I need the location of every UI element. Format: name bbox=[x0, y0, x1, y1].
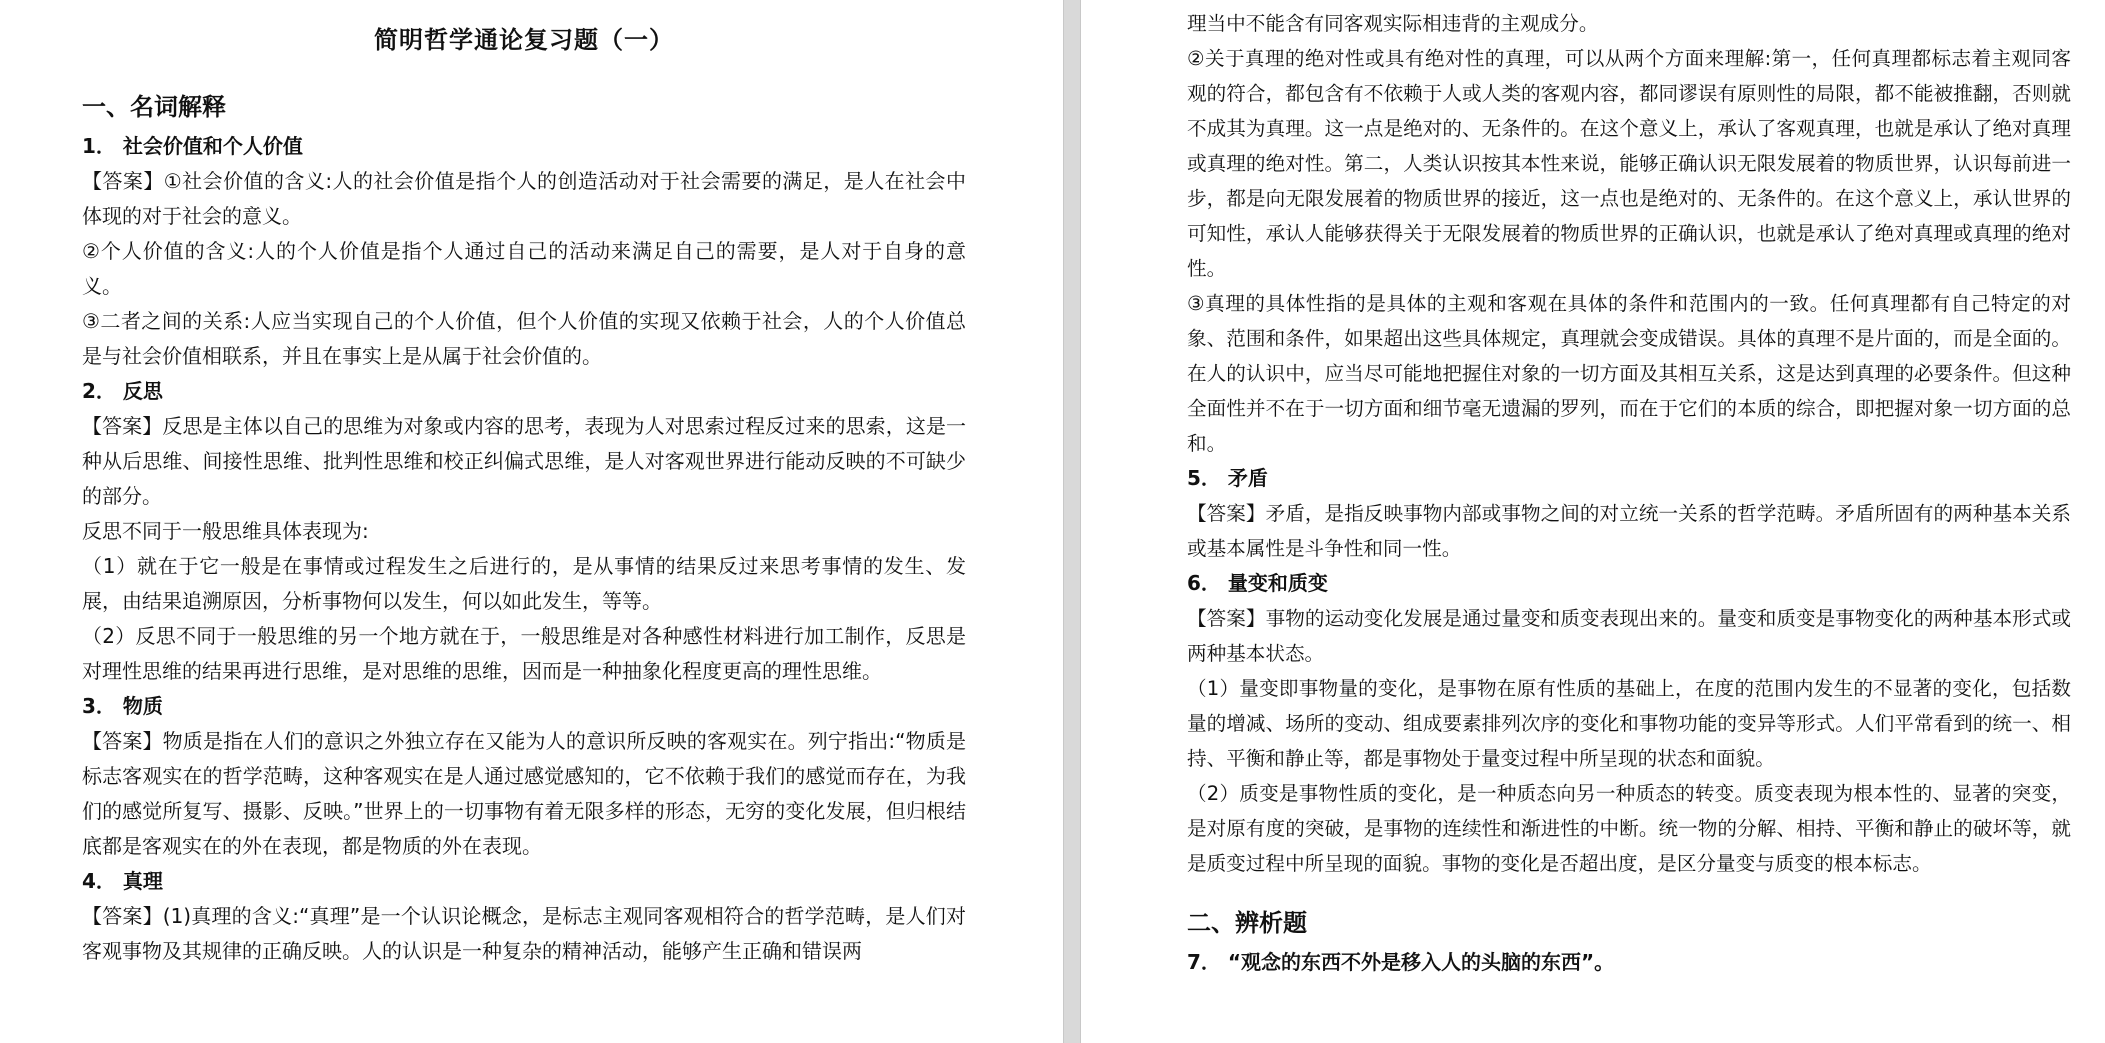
item-2 bbox=[82, 374, 966, 689]
right-page bbox=[1081, 0, 2105, 1043]
answer-paragraph: 【答案】(1)真理的含义:“真理”是一个认识论概念，是标志主观同客观相符合的哲学范畴，是人们对客观事物及其规律的正确反映。人的认识是一种复杂的精神活动，能够产生正确和错误两 bbox=[82, 904, 966, 963]
section-heading-analysis: 二、辨析题 bbox=[1187, 909, 1307, 937]
document-title: 简明哲学通论复习题（一） bbox=[374, 26, 674, 54]
answer-paragraph: 【答案】事物的运动变化发展是通过量变和质变表现出来的。量变和质变是事物变化的两种基本形式或两种基本状态。 bbox=[1187, 607, 2071, 665]
answer-paragraph: 反思不同于一般思维具体表现为: bbox=[82, 519, 369, 543]
answer-paragraph: ③二者之间的关系:人应当实现自己的个人价值，但个人价值的实现又依赖于社会，人的个人价值总是与社会价值相联系，并且在事实上是从属于社会价值的。 bbox=[82, 309, 966, 368]
answer-paragraph: 【答案】物质是指在人们的意识之外独立存在又能为人的意识所反映的客观实在。列宁指出:“物质是标志客观实在的哲学范畴，这种客观实在是人通过感觉感知的，它不依赖于我们的感觉而存在，为我们的感觉所复写、摄影、反映。”世界上的一切事物有着无限多样的形态，无穷的变化发展，但归根结底都是客观实在的外在表现，都是物质的外在表现。 bbox=[82, 729, 966, 858]
item-title: 5． 矛盾 bbox=[1187, 466, 1268, 490]
item-title: 1． 社会价值和个人价值 bbox=[82, 134, 303, 158]
answer-paragraph: （2）质变是事物性质的变化，是一种质态向另一种质态的转变。质变表现为根本性的、显著的突变，是对原有度的突破，是事物的连续性和渐进性的中断。统一物的分解、相持、平衡和静止的破坏等，就是质变过程中所呈现的面貌。事物的变化是否超出度，是区分量变与质变的根本标志。 bbox=[1187, 782, 2071, 875]
answer-paragraph: 【答案】反思是主体以自己的思维为对象或内容的思考，表现为人对思索过程反过来的思索，这是一种从后思维、间接性思维、批判性思维和校正纠偏式思维，是人对客观世界进行能动反映的不可缺少的部分。 bbox=[82, 414, 966, 508]
item-title: 4． 真理 bbox=[82, 869, 163, 893]
answer-paragraph: ②关于真理的绝对性或具有绝对性的真理，可以从两个方面来理解:第一，任何真理都标志着主观同客观的符合，都包含有不依赖于人或人类的客观内容，都同谬误有原则性的局限，都不能被推翻，否则就不成其为真理。这一点是绝对的、无条件的。在这个意义上，承认了客观真理，也就是承认了绝对真理或真理的绝对性。第二，人类认识按其本性来说，能够正确认识无限发展着的物质世界，认识每前进一步，都是向无限发展着的物质世界的接近，这一点也是绝对的、无条件的。在这个意义上，承认世界的可知性，承认人能够获得关于无限发展着的物质世界的正确认识，也就是承认了绝对真理或真理的绝对性。 bbox=[1187, 47, 2071, 280]
page-gutter bbox=[1063, 0, 1081, 1043]
item-title: 7． “观念的东西不外是移入人的头脑的东西”。 bbox=[1187, 950, 1615, 974]
answer-paragraph: 【答案】矛盾，是指反映事物内部或事物之间的对立统一关系的哲学范畴。矛盾所固有的两种基本关系或基本属性是斗争性和同一性。 bbox=[1187, 502, 2071, 560]
truth-continued bbox=[1187, 6, 2071, 461]
section-heading-terms: 一、名词解释 bbox=[82, 93, 226, 121]
answer-paragraph: （2）反思不同于一般思维的另一个地方就在于，一般思维是对各种感性材料进行加工制作，反思是对理性思维的结果再进行思维，是对思维的思维，因而是一种抽象化程度更高的理性思维。 bbox=[82, 624, 966, 683]
answer-paragraph: （1）量变即事物量的变化，是事物在原有性质的基础上，在度的范围内发生的不显著的变化，包括数量的增减、场所的变动、组成要素排列次序的变化和事物功能的变异等形式。人们平常看到的统一、相持、平衡和静止等，都是事物处于量变过程中所呈现的状态和面貌。 bbox=[1187, 677, 2071, 770]
answer-paragraph: ③真理的具体性指的是具体的主观和客观在具体的条件和范围内的一致。任何真理都有自己特定的对象、范围和条件，如果超出这些具体规定，真理就会变成错误。具体的真理不是片面的，而是全面的。在人的认识中，应当尽可能地把握住对象的一切方面及其相互关系，这是达到真理的必要条件。但这种全面性并不在于一切方面和细节毫无遗漏的罗列，而在于它们的本质的综合，即把握对象一切方面的总和。 bbox=[1187, 292, 2071, 455]
answer-paragraph: ②个人价值的含义:人的个人价值是指个人通过自己的活动来满足自己的需要，是人对于自身的意义。 bbox=[82, 239, 966, 298]
item-title: 3． 物质 bbox=[82, 694, 163, 718]
item-5 bbox=[1187, 461, 2071, 566]
item-4 bbox=[82, 864, 966, 969]
item-title: 2． 反思 bbox=[82, 379, 163, 403]
item-1 bbox=[82, 129, 966, 374]
item-3 bbox=[82, 689, 966, 864]
answer-paragraph: 【答案】①社会价值的含义:人的社会价值是指个人的创造活动对于社会需要的满足，是人在社会中体现的对于社会的意义。 bbox=[82, 169, 966, 228]
item-6 bbox=[1187, 566, 2071, 881]
answer-paragraph: 理当中不能含有同客观实际相违背的主观成分。 bbox=[1187, 12, 1599, 35]
answer-paragraph: （1）就在于它一般是在事情或过程发生之后进行的，是从事情的结果反过来思考事情的发生、发展，由结果追溯原因，分析事物何以发生，何以如此发生，等等。 bbox=[82, 554, 966, 613]
item-title: 6． 量变和质变 bbox=[1187, 571, 1328, 595]
